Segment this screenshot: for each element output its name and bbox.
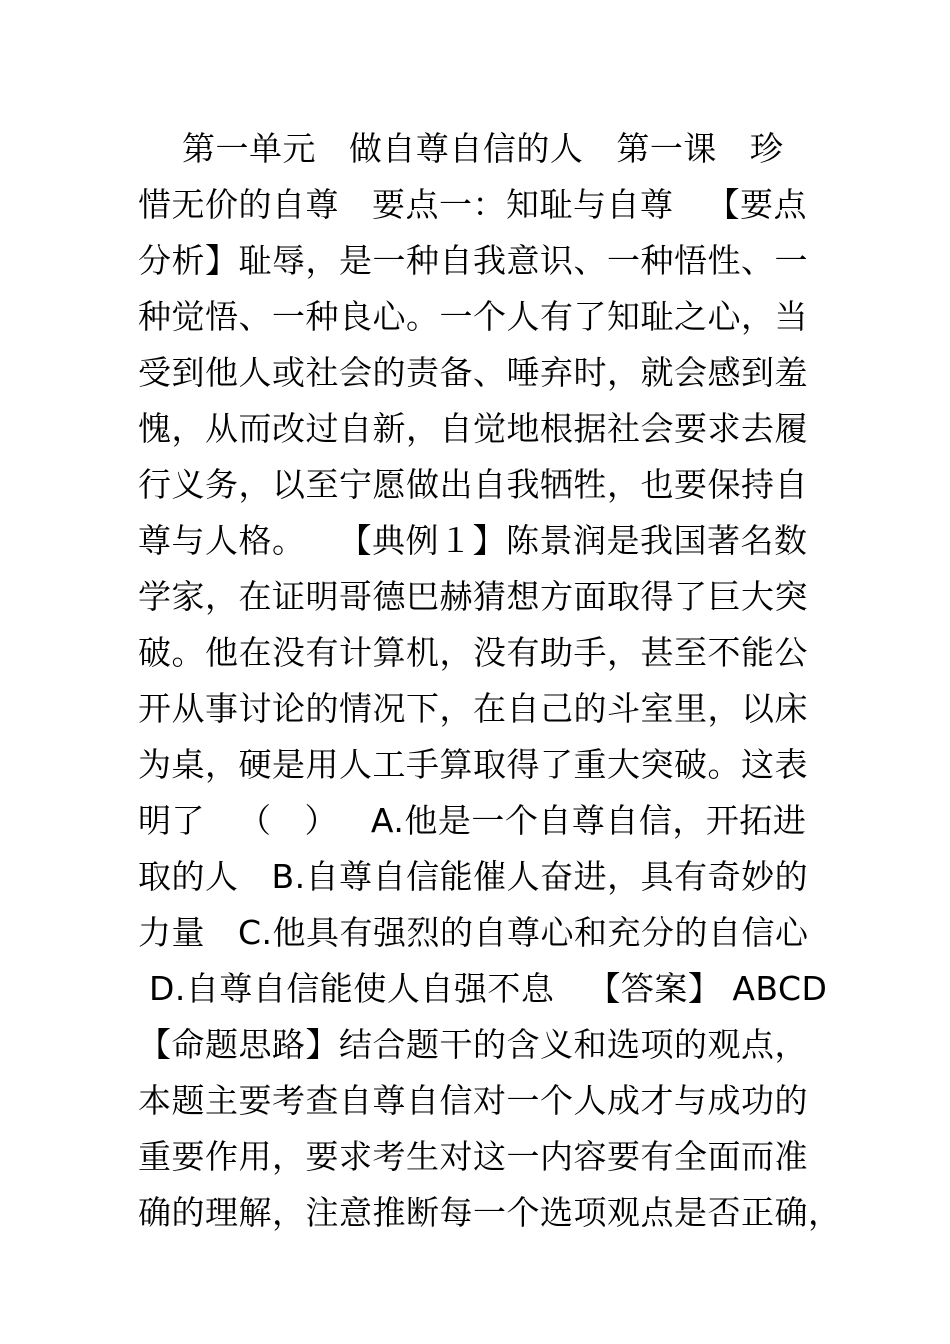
text-line: 力量 C.他具有强烈的自尊心和充分的自信心 (138, 913, 809, 952)
text-line: 开从事讨论的情况下，在自己的斗室里，以床 (138, 689, 808, 728)
text-line: 为桌，硬是用人工手算取得了重大突破。这表 (138, 745, 808, 784)
text-line: 分析】耻辱，是一种自我意识、一种悟性、一 (138, 241, 808, 280)
text-line: D.自尊自信能使人自强不息 【答案】 ABCD (138, 969, 828, 1008)
text-line: 第一单元 做自尊自信的人 第一课 珍 (138, 129, 784, 168)
text-line: 尊与人格。 【典例１】陈景润是我国著名数 (138, 521, 808, 560)
text-line: 愧，从而改过自新，自觉地根据社会要求去履 (138, 409, 808, 448)
text-line: 受到他人或社会的责备、唾弃时，就会感到羞 (138, 353, 808, 392)
text-line: 确的理解，注意推断每一个选项观点是否正确， (138, 1193, 842, 1232)
document-body (138, 121, 842, 1241)
text-line: 明了 （ ） A.他是一个自尊自信，开拓进 (138, 801, 807, 840)
text-line: 种觉悟、一种良心。一个人有了知耻之心，当 (138, 297, 808, 336)
text-line: 取的人 B.自尊自信能催人奋进，具有奇妙的 (138, 857, 809, 896)
text-line: 重要作用，要求考生对这一内容要有全面而准 (138, 1137, 808, 1176)
text-line: 学家，在证明哥德巴赫猜想方面取得了巨大突 (138, 577, 808, 616)
text-line: 【命题思路】结合题干的含义和选项的观点， (138, 1025, 808, 1064)
text-line: 本题主要考查自尊自信对一个人成才与成功的 (138, 1081, 808, 1120)
text-line: 行义务，以至宁愿做出自我牺牲，也要保持自 (138, 465, 808, 504)
text-line: 破。他在没有计算机，没有助手，甚至不能公 (138, 633, 808, 672)
text-line: 惜无价的自尊 要点一：知耻与自尊 【要点 (138, 185, 807, 224)
